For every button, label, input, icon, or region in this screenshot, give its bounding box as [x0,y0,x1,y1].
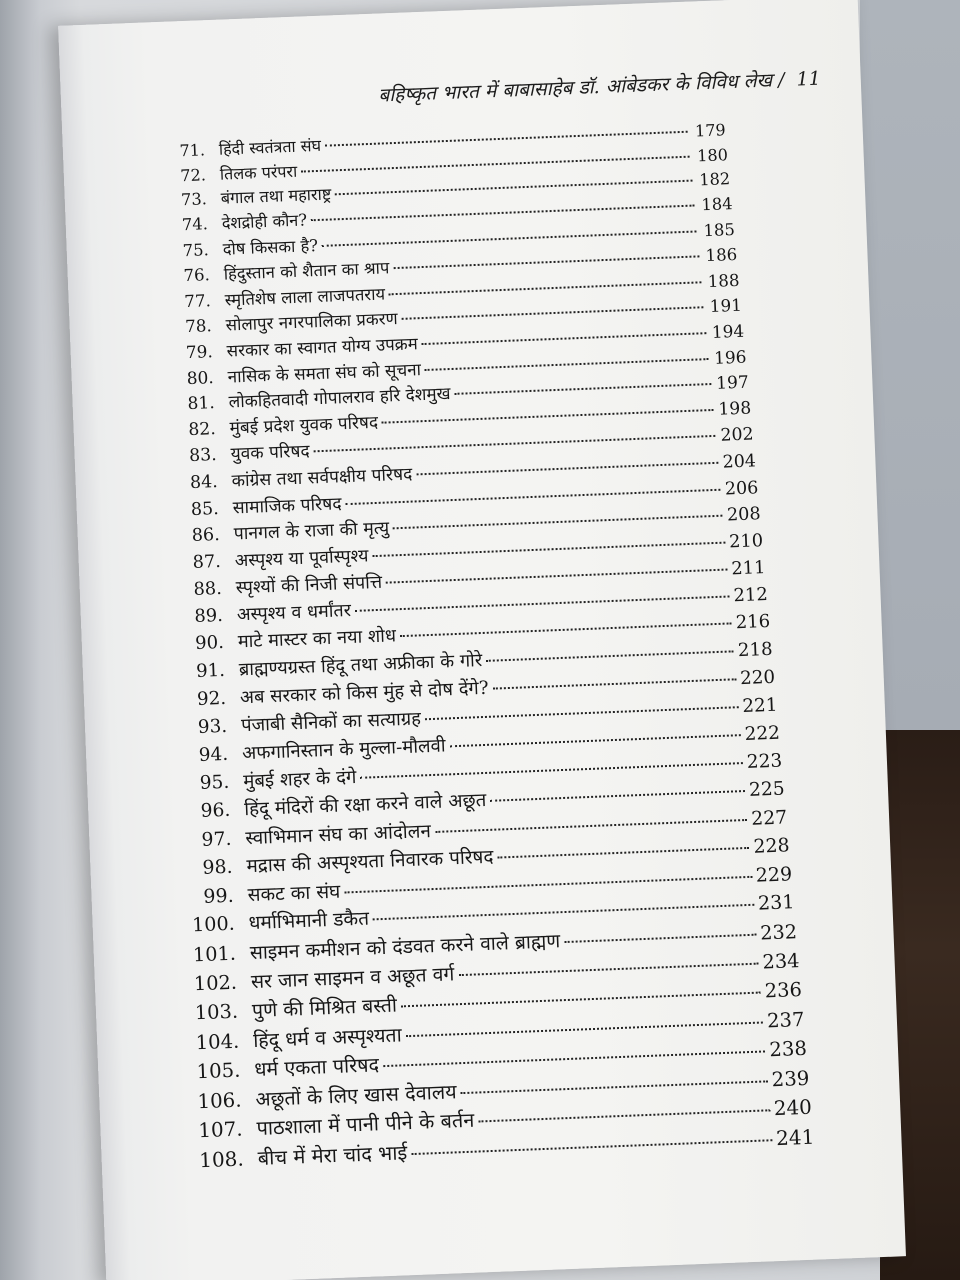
toc-number: 83. [188,444,218,466]
dot-leader [372,542,725,558]
toc-title: अब सरकार को किस मुंह से दोष देंगे? [239,677,489,709]
toc-page: 211 [730,556,766,580]
toc-number: 100. [191,912,236,937]
toc-title: सरकार का स्वागत योग्य उपक्रम [226,333,419,361]
toc-number: 96. [200,799,231,822]
toc-number: 74. [181,214,209,235]
dot-leader [355,595,730,611]
toc-page: 241 [775,1124,815,1151]
dot-leader [346,488,721,504]
toc-page: 222 [744,722,781,745]
toc-page: 196 [713,347,747,369]
toc-page: 239 [771,1066,810,1091]
toc-number: 88. [193,577,223,600]
dot-leader [301,155,690,172]
toc-page: 240 [773,1095,813,1121]
toc-page: 202 [720,424,754,446]
toc-number: 98. [202,855,233,880]
toc-page: 237 [766,1007,805,1032]
toc-title: अस्पृश्य व धर्मांतर [236,600,352,626]
toc-title: धर्माभिमानी डकैत [248,906,370,935]
dot-leader [455,383,711,395]
toc-title: माटे मास्टर का नया शोध [237,625,397,653]
dot-leader [382,409,713,424]
toc-number: 80. [186,367,215,389]
toc-number: 95. [199,771,230,794]
toc-title: ब्राह्मण्यग्रस्त हिंदू तथा अफ्रीका के गोरे [238,649,483,680]
dot-leader [490,790,745,802]
toc-number: 99. [202,884,235,908]
toc-title: हिंदुस्तान को शैतान का श्राप [223,258,390,285]
toc-title: मद्रास की अस्पृश्यता निवारक परिषद [246,845,494,878]
dot-leader [486,650,734,662]
toc-title: सामाजिक परिषद [232,493,342,519]
book-page [58,0,906,1280]
dot-leader [386,568,727,583]
toc-page: 212 [733,584,769,607]
toc-number: 84. [189,472,219,494]
toc-number: 103. [194,999,239,1025]
toc-number: 89. [193,604,224,628]
toc-title: तिलक परंपरा [219,161,298,184]
toc-title: अछूतों के लिए खास देवालय [255,1079,457,1111]
dot-leader [406,1021,764,1037]
dot-leader [311,205,695,222]
toc-number: 90. [194,632,225,655]
toc-title: हिंदू धर्म व अस्पृश्यता [252,1022,403,1052]
dot-leader [564,934,756,943]
page-number: 11 [796,67,822,91]
toc-page: 204 [722,451,757,473]
toc-page: 194 [711,320,745,342]
toc-page: 210 [728,531,764,553]
toc-page: 208 [726,504,762,526]
toc-title: पाठशाला में पानी पीने के बर्तन [256,1108,475,1141]
toc-title: लोकहितवादी गोपालराव हरि देशमुख [228,383,451,413]
dot-leader [335,180,692,196]
toc-page: 185 [703,220,736,241]
dot-leader [389,281,702,295]
toc-number: 78. [184,315,213,337]
dot-leader [435,819,748,833]
toc-page: 191 [709,295,743,317]
toc-number: 102. [193,970,238,996]
toc-title: बीच में मेरा चांद भाई [257,1140,408,1171]
running-header [261,65,822,112]
dot-leader [461,1080,768,1094]
dot-leader [360,762,742,779]
toc-page: 227 [750,807,788,830]
toc-number: 108. [198,1146,245,1173]
toc-page: 216 [735,611,771,634]
header-title: बहिष्कृत भारत में बाबासाहेब डॉ. आंबेडकर के विविध लेख / [377,68,785,107]
toc-title: साइमन कमीशन को दंडवत करने वाले ब्राह्मण [249,929,561,965]
toc-page: 184 [701,194,733,215]
toc-title: नासिक के समता संघ को सूचना [227,359,422,388]
toc-title: अफगानिस्तान के मुल्ला-मौलवी [241,735,446,764]
toc-title: पानगल के राजा की मृत्यु [233,518,390,545]
toc-number: 104. [195,1029,240,1054]
dot-leader [383,1050,765,1067]
toc-page: 180 [696,144,729,165]
dot-leader [393,515,723,530]
toc-page: 206 [724,477,759,500]
toc-title: बंगाल तथा महाराष्ट्र [220,184,332,209]
toc-title: पुणे की मिश्रित बस्ती [251,993,398,1023]
dot-leader [393,256,699,270]
toc-title: हिंदी स्वतंत्रता संघ [218,135,322,159]
toc-number: 91. [195,659,226,682]
dot-leader [402,306,704,320]
toc-page: 198 [718,398,752,420]
dot-leader [401,992,761,1008]
toc-number: 79. [185,340,214,362]
dot-leader [344,876,752,894]
toc-page: 223 [746,750,783,773]
dot-leader [497,847,749,859]
toc-number: 93. [197,715,228,738]
dot-leader [450,734,741,747]
toc-number: 101. [192,941,237,967]
toc-title: स्वाभिमान संघ का आंदोलन [245,820,432,850]
toc-title: हिंदू मंदिरों की रक्षा करने वाले अछूत [243,789,487,820]
toc-number: 77. [183,290,212,311]
toc-title: धर्म एकता परिषद [253,1053,380,1082]
toc-title: अस्पृश्य या पूर्वास्पृश्य [234,546,369,572]
toc-title: युवक परिषद [230,441,310,465]
toc-title: सर जान साइमन व अछूत वर्ग [250,962,455,994]
toc-title: स्पृश्यों की निजी संपत्ति [235,571,383,599]
dot-leader [400,623,732,638]
toc-number: 76. [183,265,211,286]
toc-page: 218 [737,638,773,661]
toc-title: सोलापुर नगरपालिका प्रकरण [225,308,399,335]
toc-number: 86. [191,525,221,547]
toc-number: 71. [179,140,206,161]
toc-number: 85. [190,498,220,520]
toc-page: 225 [748,778,786,801]
toc-page: 231 [757,890,795,916]
toc-page: 179 [694,120,726,141]
toc-page: 220 [739,666,776,690]
dot-leader [411,1139,772,1155]
dot-leader [322,231,697,247]
toc-number: 72. [179,164,207,185]
toc-title: पंजाबी सैनिकों का सत्याग्रह [240,708,422,737]
toc-number: 97. [201,828,232,851]
toc-page: 197 [715,372,750,394]
toc-title: कांग्रेस तथा सर्वपक्षीय परिषद [231,464,413,492]
dot-leader [314,435,716,452]
toc-number: 73. [180,189,208,210]
dot-leader [373,904,754,921]
toc-page: 182 [698,169,731,190]
toc-title: सकट का संघ [247,880,341,906]
toc-number: 92. [196,687,227,711]
toc-number: 81. [187,392,216,414]
dot-leader [478,1110,770,1123]
dot-leader [493,678,737,689]
toc-page: 238 [768,1036,808,1062]
toc-number: 94. [198,743,229,766]
table-of-contents [151,117,815,1177]
toc-number: 87. [192,551,222,574]
toc-page: 186 [705,245,738,266]
toc-page: 232 [759,920,798,945]
dot-leader [422,332,706,345]
dot-leader [325,131,688,147]
toc-number: 105. [196,1058,241,1084]
toc-number: 106. [197,1088,242,1113]
toc-number: 107. [197,1117,244,1143]
toc-page: 229 [755,863,793,887]
toc-title: देशद्रोही कौन? [221,210,308,233]
toc-number: 82. [188,418,217,440]
dot-leader [458,963,758,977]
toc-page: 236 [764,978,803,1003]
toc-page: 188 [707,270,740,291]
toc-page: 234 [762,949,800,974]
toc-number: 75. [182,240,210,261]
dot-leader [425,706,739,720]
dot-leader [416,462,718,476]
toc-page: 228 [753,834,791,858]
dot-leader [425,358,709,371]
toc-page: 221 [742,694,778,717]
toc-title: दोष किसका है? [222,236,319,259]
toc-title: मुंबई प्रदेश युवक परिषद [229,412,379,439]
toc-title: स्मृतिशेष लाला लाजपतराय [224,284,386,310]
toc-title: मुंबई शहर के दंगे [242,766,357,792]
